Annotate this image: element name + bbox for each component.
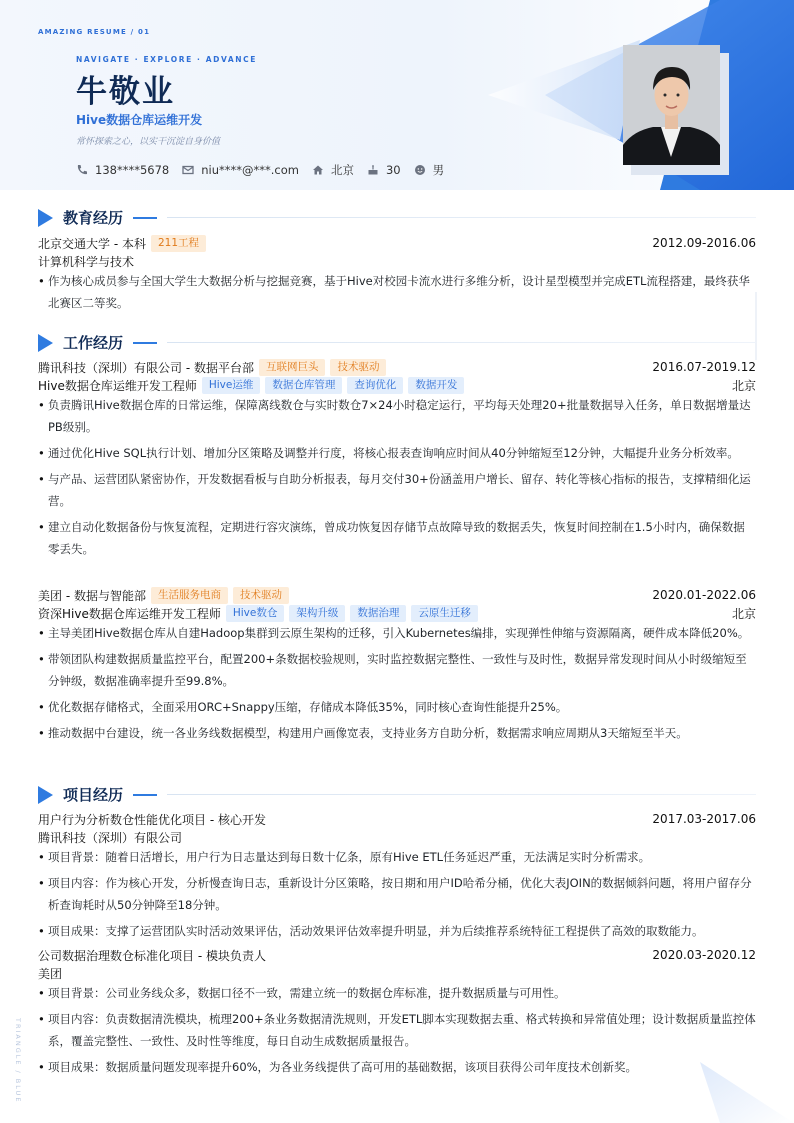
phone-icon: [76, 164, 88, 176]
role-tag: Hive运维: [202, 377, 261, 394]
project-row: [38, 811, 756, 827]
cake-icon: [367, 164, 379, 176]
job-period: 2016.07-2019.12: [652, 360, 756, 374]
list-item: • 项目内容：负责数据清洗模块，梳理200+条业务数据清洗规则，开发ETL脚本实现数据去重、格式转换和异常值处理；设计数据质量监控体系，覆盖完整性、一致性、及时性等维度，每日自动生成数据质量报告。: [38, 1008, 756, 1052]
list-item: • 优化数据存储格式，全面采用ORC+Snappy压缩，存储成本降低35%，同时核心查询性能提升25%。: [38, 696, 756, 718]
contact-bar: [76, 162, 457, 178]
smile-icon: [414, 164, 426, 176]
contact-gender: [414, 162, 445, 178]
project-period: 2020.03-2020.12: [652, 948, 756, 962]
job-location: 北京: [731, 606, 756, 621]
projects-section-title: 项目经历: [63, 786, 124, 804]
role-tag: 查询优化: [347, 377, 403, 394]
project-name: 用户行为分析数仓性能优化项目 - 核心开发: [38, 812, 266, 827]
job-role: Hive数据仓库运维开发工程师: [38, 378, 197, 393]
role-tag: Hive数仓: [226, 605, 285, 622]
triangle-marker-icon: [38, 334, 53, 352]
role-tag: 数据治理: [350, 605, 406, 622]
list-item: • 项目成果：数据质量问题发现率提升60%，为各业务线提供了高可用的基础数据，该项目获得公司年度技术创新奖。: [38, 1056, 756, 1078]
triangle-marker-icon: [38, 786, 53, 804]
list-item: • 项目背景：随着日活增长，用户行为日志量达到每日数十亿条，原有Hive ETL任务延迟严重，无法满足实时分析需求。: [38, 846, 756, 868]
job-company-row: [38, 587, 756, 603]
title-dash: [133, 217, 157, 219]
job-location: 北京: [731, 378, 756, 393]
company-tag: 互联网巨头: [259, 359, 326, 376]
list-item: • 主导美团Hive数据仓库从自建Hadoop集群到云原生架构的迁移，引入Kubernetes编排，实现弹性伸缩与资源隔离，硬件成本降低20%。: [38, 622, 756, 644]
education-section-header: [38, 207, 756, 228]
home-icon: [312, 164, 324, 176]
candidate-name: 牛敬业: [76, 74, 175, 110]
education-period: 2012.09-2016.06: [652, 236, 756, 250]
list-item: • 建立自动化数据备份与恢复流程，定期进行容灾演练，曾成功恢复因存储节点故障导致的数据丢失，恢复时间控制在1.5小时内，确保数据零丢失。: [38, 516, 756, 560]
title-dash: [133, 342, 157, 344]
company-name: 腾讯科技（深圳）有限公司 - 数据平台部: [38, 360, 254, 375]
list-item: • 项目内容：作为核心开发，分析慢查询日志，重新设计分区策略，按日期和用户ID哈希分桶，优化大表JOIN的数据倾斜问题，将用户留存分析查询耗时从50分钟降至18分钟。: [38, 872, 756, 916]
company-tag: 生活服务电商: [151, 587, 228, 604]
section-rule: [167, 794, 756, 795]
project-org-row: [38, 829, 756, 845]
nav-line: NAVIGATE · EXPLORE · ADVANCE: [76, 55, 257, 64]
project-org: 美团: [38, 966, 63, 981]
project-org-row: [38, 965, 756, 981]
email-value: niu****@***.com: [201, 163, 299, 177]
project-org: 腾讯科技（深圳）有限公司: [38, 830, 183, 845]
mail-icon: [182, 164, 194, 176]
contact-location: [312, 162, 354, 178]
job-company-row: [38, 359, 756, 375]
section-rule: [167, 342, 756, 343]
list-item: • 推动数据中台建设，统一各业务线数据模型，构建用户画像宽表，支持业务方自助分析，数据需求响应周期从3天缩短至半天。: [38, 722, 756, 744]
education-bullets: [38, 270, 756, 318]
location-value: 北京: [330, 163, 354, 177]
job-role: 资深Hive数据仓库运维开发工程师: [38, 606, 221, 621]
company-name: 美团 - 数据与智能部: [38, 588, 146, 603]
list-item: • 项目成果：支撑了运营团队实时活动效果评估，活动效果评估效率提升明显，并为后续推荐系统特征工程提供了高效的取数能力。: [38, 920, 756, 942]
project-bullets: [38, 846, 756, 946]
school-tag: 211工程: [151, 235, 206, 252]
triangle-marker-icon: [38, 209, 53, 227]
job-period: 2020.01-2022.06: [652, 588, 756, 602]
project-name: 公司数据治理数仓标准化项目 - 模块负责人: [38, 948, 266, 963]
job-title: Hive数据仓库运维开发: [76, 113, 203, 127]
job-role-row: [38, 605, 756, 621]
work-section-header: [38, 332, 756, 353]
job-bullets: [38, 394, 756, 564]
role-tag: 数据开发: [408, 377, 464, 394]
school-name: 北京交通大学 - 本科: [38, 236, 146, 251]
company-tag: 技术驱动: [330, 359, 386, 376]
list-item: • 项目背景：公司业务线众多，数据口径不一致，需建立统一的数据仓库标准，提升数据质量与可用性。: [38, 982, 756, 1004]
portrait-photo: [623, 45, 720, 165]
project-bullets: [38, 982, 756, 1082]
project-row: [38, 947, 756, 963]
contact-email: [182, 163, 299, 177]
job-bullets: [38, 622, 756, 748]
tagline-top: AMAZING RESUME / 01: [38, 28, 151, 36]
work-section-title: 工作经历: [63, 334, 124, 352]
list-item: • 与产品、运营团队紧密协作，开发数据看板与自助分析报表，每月交付30+份涵盖用户增长、留存、转化等核心指标的报告，支撑精细化运营。: [38, 468, 756, 512]
light-triangle: [488, 40, 640, 140]
education-section-title: 教育经历: [63, 209, 124, 227]
list-item: • 作为核心成员参与全国大学生大数据分析与挖掘竞赛，基于Hive对校园卡流水进行多维分析，设计星型模型并完成ETL流程搭建，最终获华北赛区二等奖。: [38, 270, 756, 314]
role-tag: 云原生迁移: [411, 605, 478, 622]
major: 计算机科学与技术: [38, 254, 135, 269]
job-role-row: [38, 377, 756, 393]
role-tag: 架构升级: [289, 605, 345, 622]
major-row: [38, 253, 756, 269]
side-vertical-text: TRIANGLE / BLUE: [14, 1018, 22, 1104]
title-dash: [133, 794, 157, 796]
age-value: 30: [385, 163, 401, 177]
phone-value: 138****5678: [95, 163, 170, 177]
contact-age: [367, 163, 401, 177]
section-rule: [167, 217, 756, 218]
contact-phone: [76, 163, 169, 177]
company-tag: 技术驱动: [233, 587, 289, 604]
projects-section-header: [38, 784, 756, 805]
project-period: 2017.03-2017.06: [652, 812, 756, 826]
list-item: • 通过优化Hive SQL执行计划、增加分区策略及调整并行度，将核心报表查询响应时间从40分钟缩短至12分钟，大幅提升业务分析效率。: [38, 442, 756, 464]
gender-value: 男: [432, 163, 445, 177]
motto: 常怀探索之心，以实干沉淀自身价值: [76, 137, 221, 147]
list-item: • 带领团队构建数据质量监控平台，配置200+条数据校验规则，实时监控数据完整性、一致性与及时性，数据异常发现时间从小时级缩短至分钟级，数据准确率提升至99.8%。: [38, 648, 756, 692]
education-row: [38, 235, 756, 251]
role-tag: 数据仓库管理: [265, 377, 342, 394]
list-item: • 负责腾讯Hive数据仓库的日常运维，保障离线数仓与实时数仓7×24小时稳定运行，平均每天处理20+批量数据导入任务，单日数据增量达PB级别。: [38, 394, 756, 438]
